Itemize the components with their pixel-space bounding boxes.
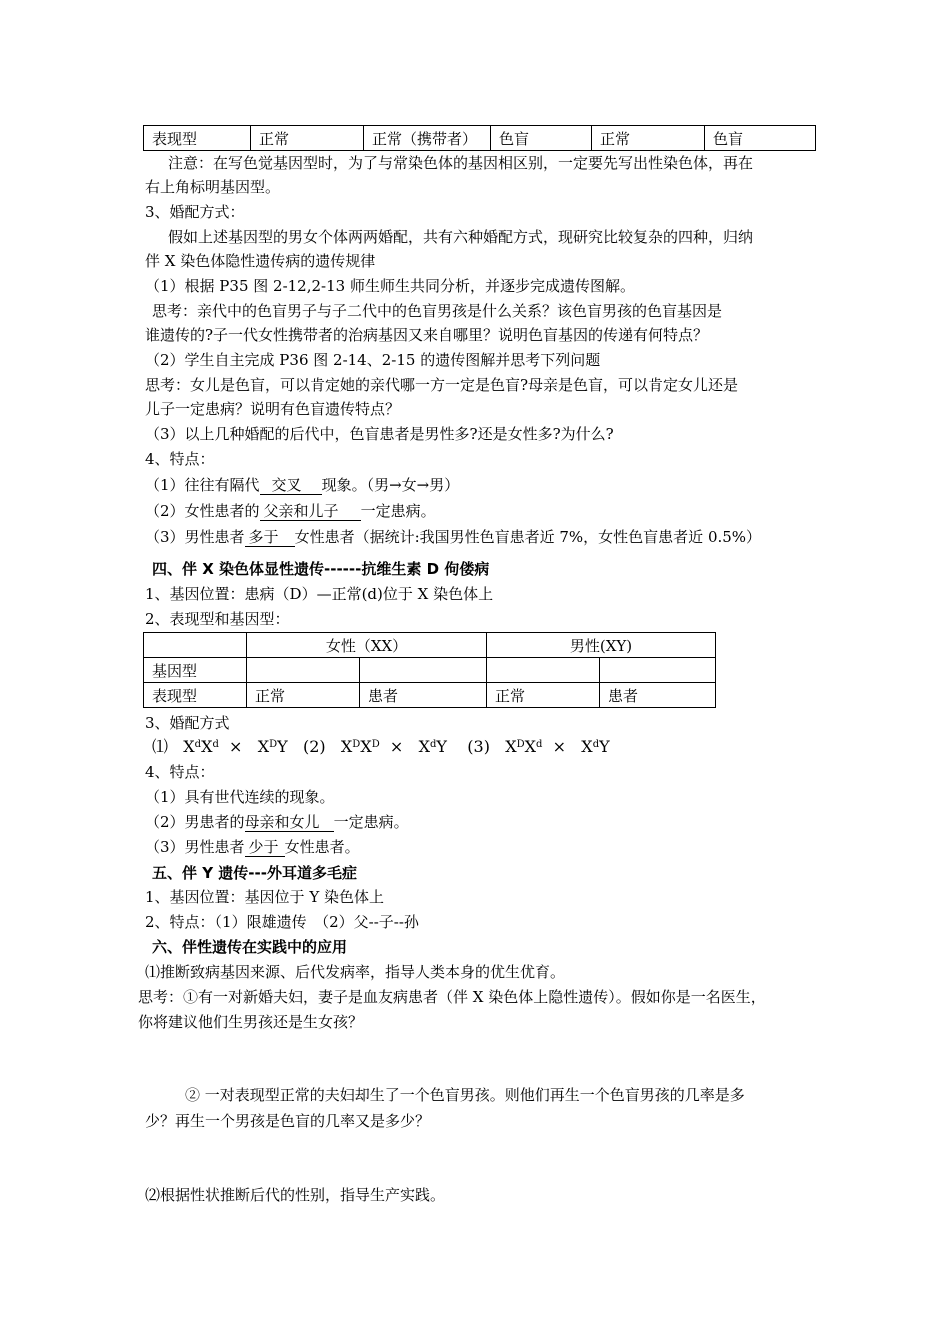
- feature-text: （2）男患者的: [145, 813, 245, 831]
- allele: d: [212, 739, 219, 750]
- table-heading: 2、表现型和基因型：: [145, 610, 290, 628]
- x-chromosome: X: [360, 737, 372, 756]
- cross-symbol: ×: [229, 737, 243, 756]
- application-2: ⑵根据性状推断后代的性别，指导生产实践。: [145, 1186, 446, 1204]
- table-cell: 表现型: [144, 683, 247, 708]
- think-line: 谁遗传的?子一代女性携带者的治病基因又来自哪里？说明色盲基因的传递有何特点？: [145, 326, 709, 344]
- question-line: 少？再生一个男孩是色盲的几率又是多少？: [145, 1112, 431, 1130]
- table-row: [144, 658, 716, 683]
- allele: d: [592, 739, 600, 750]
- gene-position: 1、基因位置：患病（D）—正常(d)位于 X 染色体上: [145, 585, 494, 603]
- x-chromosome: X: [505, 737, 517, 756]
- x-chromosome: X: [581, 737, 593, 756]
- question-2: （2）学生自主完成 P36 图 2-14、2-15 的遗传图解并思考下列问题: [145, 351, 601, 369]
- y-chromosome: Y: [277, 737, 288, 756]
- feature-2: [145, 811, 409, 833]
- table-cell: 正常: [251, 126, 364, 151]
- table-cell: 正常: [592, 126, 705, 151]
- table-cell: 患者: [360, 683, 487, 708]
- note-line-1: 注意：在写色觉基因型时，为了与常染色体的基因相区别，一定要先写出性染色体，再在: [168, 154, 754, 172]
- genotype: [183, 737, 219, 756]
- feature-text: （3）男性患者: [145, 528, 245, 546]
- paragraph-line: 伴 X 染色体隐性遗传病的遗传规律: [145, 252, 376, 270]
- feature-text: 现象。（男→女→男）: [321, 476, 460, 494]
- question-3: （3）以上几种婚配的后代中，色盲患者是男性多?还是女性多?为什么?: [145, 425, 614, 443]
- allele: D: [269, 739, 278, 750]
- feature-text: 一定患病。: [360, 502, 436, 520]
- mating-number: (2): [302, 737, 326, 756]
- allele: d: [429, 739, 437, 750]
- x-chromosome: X: [524, 737, 537, 756]
- genotype: [419, 737, 447, 756]
- table-cell: 患者: [600, 683, 716, 708]
- table-cell: [247, 658, 360, 683]
- table-row: [144, 633, 716, 658]
- table-cell: [144, 633, 247, 658]
- table-cell: 正常: [487, 683, 600, 708]
- allele: D: [371, 739, 380, 750]
- x-chromosome: X: [183, 737, 195, 756]
- genotype: [505, 737, 542, 756]
- table-row: [144, 683, 716, 708]
- feature-text: （2）女性患者的: [145, 502, 260, 520]
- allele: d: [194, 739, 202, 750]
- think-line: 思考：①有一对新婚夫妇，妻子是血友病患者（伴 X 染色体上隐性遗传）。假如你是一名医生，: [138, 988, 766, 1006]
- table-cell: 基因型: [144, 658, 247, 683]
- gene-position: 1、基因位置：基因位于 Y 染色体上: [145, 888, 384, 906]
- think-line: 思考：女儿是色盲，可以肯定她的亲代哪一方一定是色盲?母亲是色盲，可以肯定女儿还是: [145, 376, 739, 394]
- feature-3: [145, 526, 761, 548]
- fill-blank: 多于: [245, 528, 295, 547]
- feature-text: （1）往往有隔代: [145, 476, 260, 494]
- x-chromosome: X: [418, 737, 430, 756]
- section-5-title: 五、伴 Y 遗传---外耳道多毛症: [152, 864, 357, 882]
- y-chromosome: Y: [436, 737, 447, 756]
- mating-heading: 3、婚配方式: [145, 714, 230, 732]
- genotype: [341, 737, 380, 756]
- application-1: ⑴推断致病基因来源、后代发病率，指导人类本身的优生优育。: [145, 963, 566, 981]
- mating-number: ⑴: [152, 737, 169, 756]
- allele: d: [536, 739, 543, 750]
- features-heading: 4、特点：: [145, 450, 215, 468]
- section-4-title: 四、伴 X 染色体显性遗传------抗维生素 D 佝偻病: [152, 560, 490, 578]
- table-cell: 正常（携带者）: [364, 126, 491, 151]
- genotype: [258, 737, 288, 756]
- x-chromosome: X: [201, 737, 213, 756]
- feature-text: 女性患者。: [284, 838, 360, 856]
- fill-blank: 交叉: [260, 476, 322, 495]
- paragraph-line: 假如上述基因型的男女个体两两婚配，共有六种婚配方式，现研究比较复杂的四种，归纳: [168, 228, 754, 246]
- x-chromosome: X: [340, 737, 353, 756]
- genotype: [581, 737, 609, 756]
- table-cell: 色盲: [491, 126, 592, 151]
- female-header: 女性（XX）: [247, 633, 487, 658]
- table-cell: [600, 658, 716, 683]
- question-line: ② 一对表现型正常的夫妇却生了一个色盲男孩。则他们再生一个色盲男孩的几率是多: [185, 1086, 745, 1104]
- mating-heading: 3、婚配方式：: [145, 203, 245, 221]
- section-6-title: 六、伴性遗传在实践中的应用: [152, 938, 348, 956]
- features-line: 2、特点：（1）限雄遗传 （2）父--子--孙: [145, 913, 419, 931]
- table-row: [144, 126, 816, 151]
- feature-3: [145, 836, 360, 858]
- table-cell: 色盲: [705, 126, 816, 151]
- fill-blank: 父亲和儿子: [260, 502, 361, 521]
- genotype-table-fragment: [143, 125, 816, 151]
- male-header: 男性(XY): [487, 633, 716, 658]
- feature-text: 一定患病。: [333, 813, 409, 831]
- feature-1: [145, 474, 459, 496]
- table-cell: [487, 658, 600, 683]
- mating-formulas: [152, 736, 610, 758]
- y-chromosome: Y: [599, 737, 610, 756]
- table-cell: 正常: [247, 683, 360, 708]
- phenotype-genotype-table: [143, 632, 716, 708]
- x-chromosome: X: [257, 737, 270, 756]
- allele: D: [352, 739, 361, 750]
- fill-blank: 母亲和女儿: [245, 813, 334, 832]
- mating-number: (3): [467, 737, 490, 756]
- feature-text: 女性患者（据统计:我国男性色盲患者近 7%，女性色盲患者近 0.5%）: [294, 528, 762, 546]
- think-line: 儿子一定患病？说明有色盲遗传特点？: [145, 400, 401, 418]
- note-line-2: 右上角标明基因型。: [145, 178, 281, 196]
- table-cell: 表现型: [144, 126, 251, 151]
- fill-blank: 少于: [245, 838, 285, 857]
- cross-symbol: ×: [552, 737, 567, 756]
- features-heading: 4、特点：: [145, 763, 215, 781]
- feature-text: （3）男性患者: [145, 838, 245, 856]
- allele: D: [516, 739, 525, 750]
- think-line: 思考：亲代中的色盲男子与子二代中的色盲男孩是什么关系？该色盲男孩的色盲基因是: [152, 302, 723, 320]
- feature-2: [145, 500, 436, 522]
- feature-1: （1）具有世代连续的现象。: [145, 788, 335, 806]
- question-1: （1）根据 P35 图 2-12,2-13 师生师生共同分析，并逐步完成遗传图解。: [145, 277, 635, 295]
- table-cell: [360, 658, 487, 683]
- think-line: 你将建议他们生男孩还是生女孩？: [138, 1013, 364, 1031]
- cross-symbol: ×: [389, 737, 404, 756]
